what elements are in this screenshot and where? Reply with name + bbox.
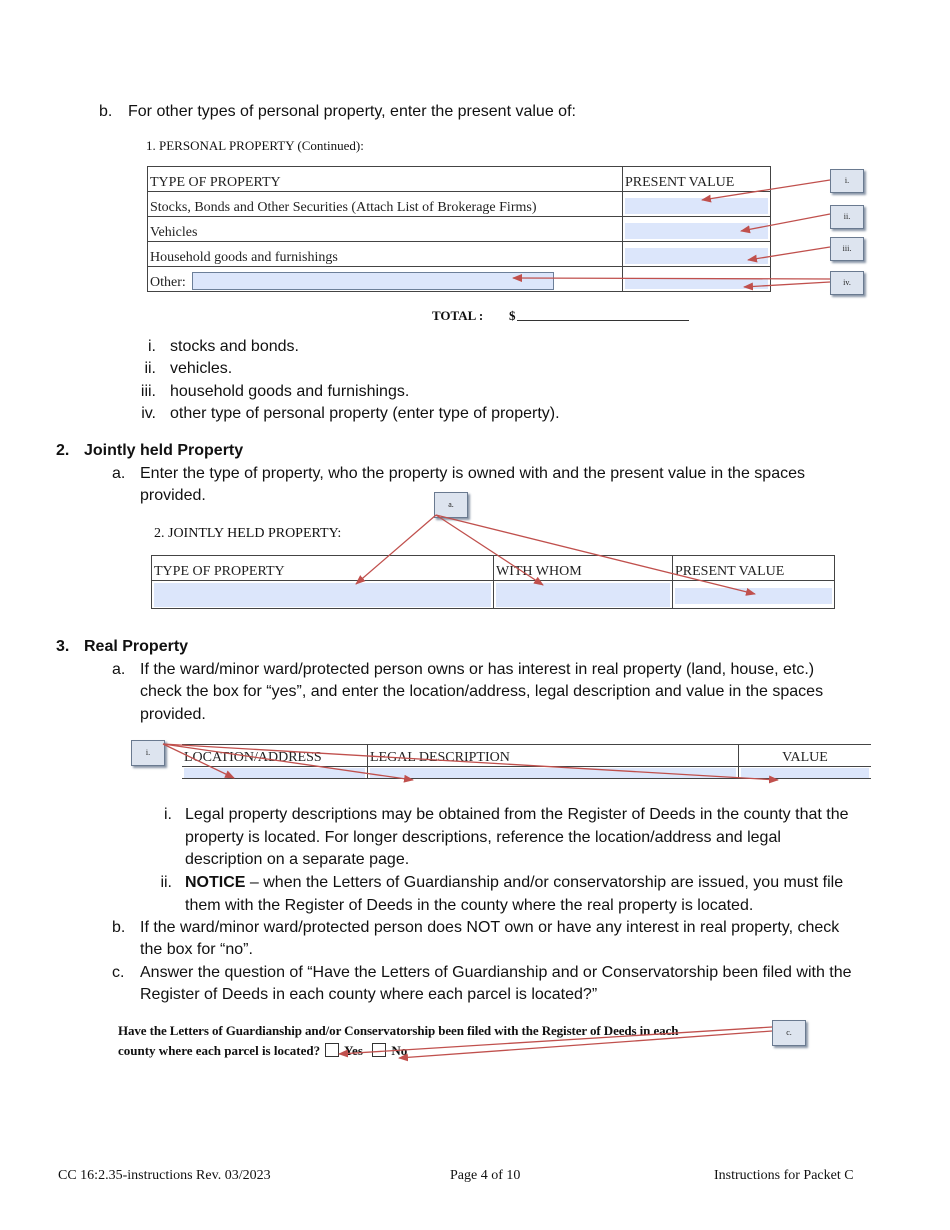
arrow (339, 1027, 772, 1054)
arrow (356, 515, 436, 584)
arrow (436, 515, 755, 594)
section-number: 3. (56, 638, 70, 655)
callout-box: ii. (830, 205, 864, 229)
callout-box: i. (131, 740, 165, 766)
column-header: TYPE OF PROPERTY (148, 167, 623, 192)
question-text: county where each parcel is located? (118, 1043, 321, 1058)
list-item-continued: them with the Register of Deeds in the county where the real property is located. (185, 897, 754, 914)
instruction-text: provided. (140, 706, 206, 723)
total-currency: $ (509, 308, 516, 323)
no-label: No (391, 1043, 408, 1058)
total-label: TOTAL : (432, 308, 484, 323)
callout-box: c. (772, 1020, 806, 1046)
callout-box: iii. (830, 237, 864, 261)
callout-box: i. (830, 169, 864, 193)
instruction-text: If the ward/minor ward/protected person does NOT own or have any interest in real property, check (140, 919, 840, 936)
row-label: Vehicles (148, 217, 623, 242)
item-letter: b. (99, 103, 113, 120)
item-letter: c. (112, 964, 125, 981)
column-header: WITH WHOM (494, 556, 673, 581)
instruction-text: check the box for “yes”, and enter the location/address, legal description and value in the spaces (140, 683, 824, 700)
item-letter: a. (112, 661, 126, 678)
callout-box: a. (434, 492, 468, 518)
arrow (399, 1031, 772, 1058)
item-letter: a. (112, 465, 126, 482)
section-number: 2. (56, 442, 70, 459)
arrow (163, 744, 778, 780)
instruction-text: provided. (140, 487, 206, 504)
instruction-text: Register of Deeds in each county where each parcel is located?” (140, 986, 598, 1003)
instruction-text: Enter the type of property, who the property is owned with and the present value in the spaces (140, 465, 805, 482)
column-header: LEGAL DESCRIPTION (368, 745, 739, 767)
arrow (748, 247, 830, 260)
list-item-continued: description on a separate page. (185, 851, 410, 868)
column-header: VALUE (739, 745, 872, 767)
arrow (744, 282, 830, 287)
section-title: Jointly held Property (84, 442, 244, 459)
instruction-text: Answer the question of “Have the Letters of Guardianship and or Conservatorship been filed with the (140, 964, 852, 981)
arrow (702, 180, 830, 200)
notice-label: NOTICE (185, 874, 246, 891)
column-header: PRESENT VALUE (673, 556, 835, 581)
list-item-continued: property is located. For longer descriptions, reference the location/address and legal (185, 829, 781, 846)
yes-label: Yes (344, 1043, 363, 1058)
footer-page-number: Page 4 of 10 (450, 1168, 521, 1183)
row-label: Stocks, Bonds and Other Securities (Attach List of Brokerage Firms) (148, 192, 623, 217)
instruction-text: If the ward/minor ward/protected person owns or has interest in real property (land, house, etc.) (140, 661, 815, 678)
footer-form-id: CC 16:2.35-instructions Rev. 03/2023 (58, 1168, 271, 1183)
form-heading: 1. PERSONAL PROPERTY (Continued): (146, 138, 364, 153)
footer-packet-label: Instructions for Packet C (714, 1168, 854, 1183)
column-header: LOCATION/ADDRESS (182, 745, 368, 767)
question-text: Have the Letters of Guardianship and/or Conservatorship been filed with the Register of Deeds in each (118, 1023, 679, 1038)
arrow (741, 214, 830, 231)
row-label: Household goods and furnishings (148, 242, 623, 267)
instruction-text: the box for “no”. (140, 941, 253, 958)
form-heading: 2. JOINTLY HELD PROPERTY: (154, 526, 342, 541)
section-title: Real Property (84, 638, 189, 655)
arrow (436, 515, 543, 585)
arrow (513, 278, 830, 279)
column-header: TYPE OF PROPERTY (152, 556, 494, 581)
callout-box: iv. (830, 271, 864, 295)
other-label: Other: (150, 275, 186, 290)
column-header: PRESENT VALUE (623, 167, 771, 192)
item-letter: b. (112, 919, 126, 936)
instruction-text: For other types of personal property, enter the present value of: (128, 103, 576, 120)
